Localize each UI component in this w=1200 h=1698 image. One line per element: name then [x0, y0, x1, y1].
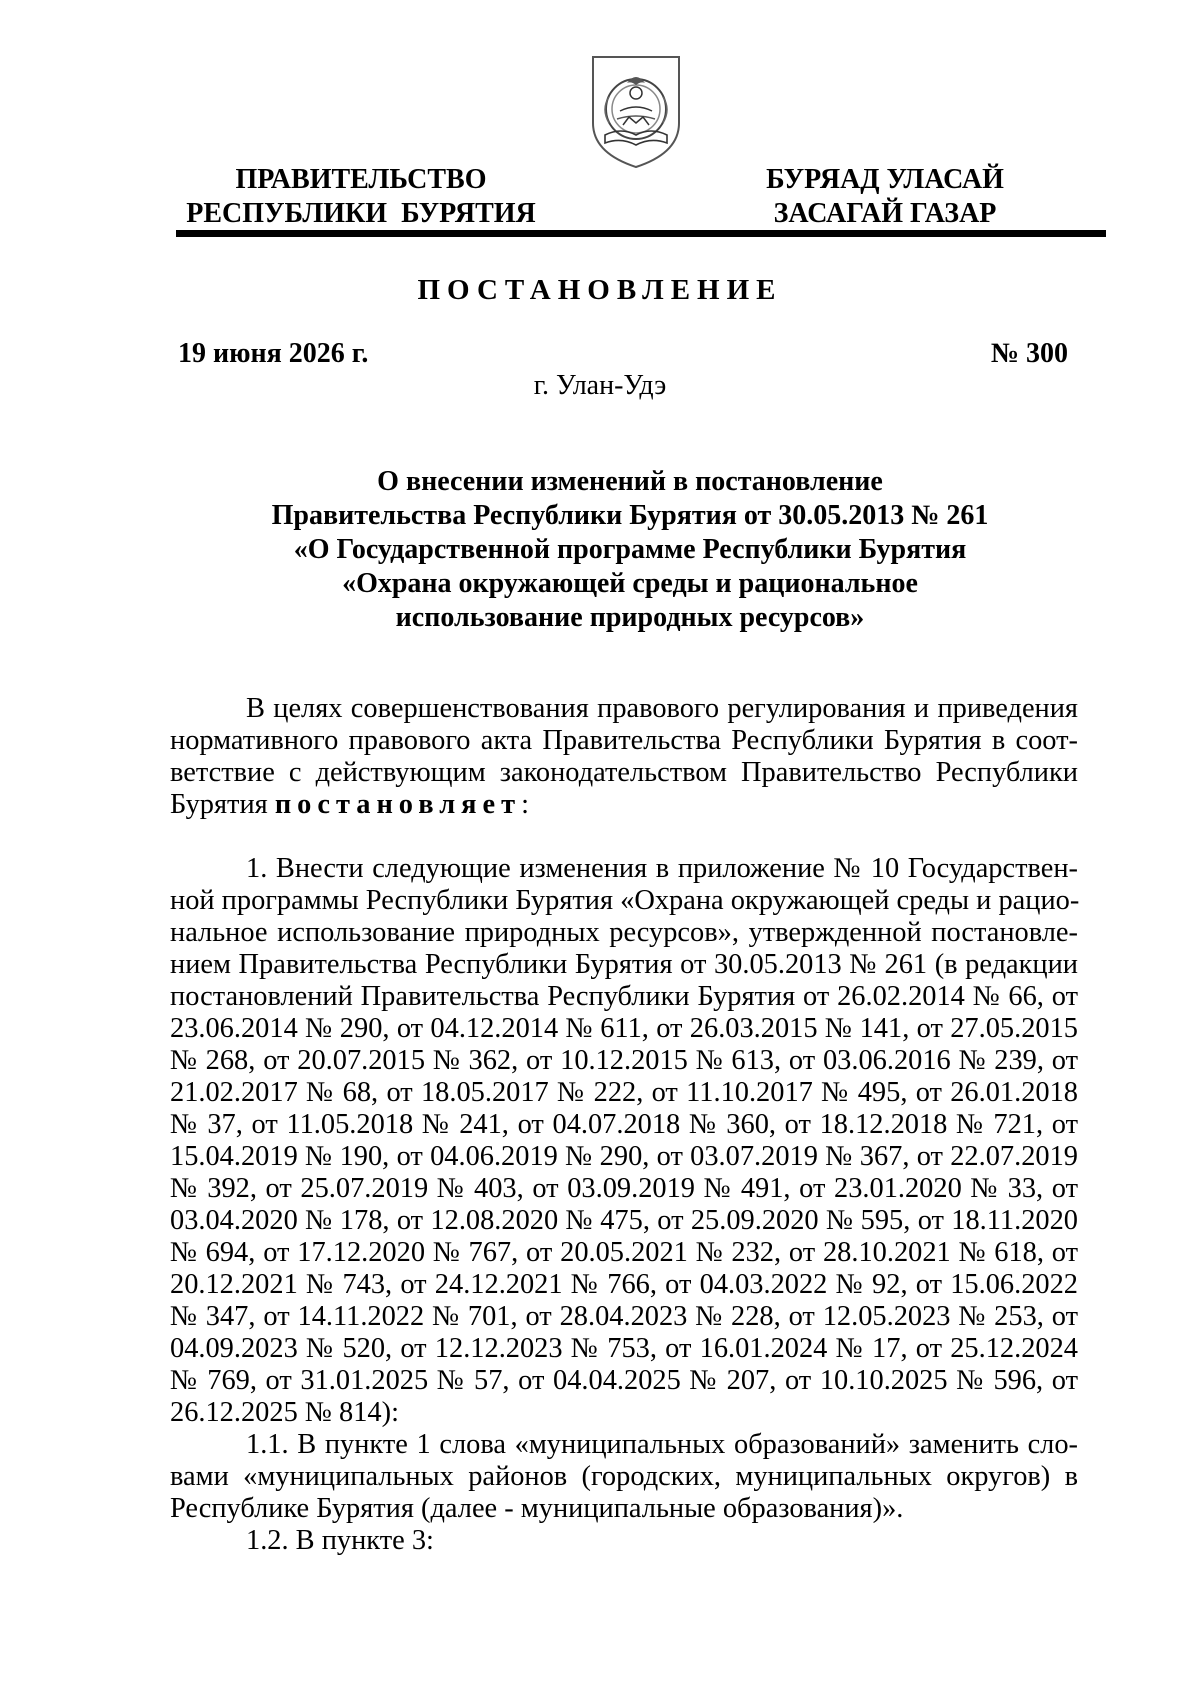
document-date: 19 июня 2026 г.	[178, 338, 369, 369]
preamble-paragraph	[170, 693, 1078, 821]
body-line: 21.02.2017 № 68, от 18.05.2017 № 222, от 11.10.2017 № 495, от 26.01.2018	[170, 1077, 1078, 1108]
body-line: 1.1. В пункте 1 слова «муниципальных образований» заменить сло-	[246, 1429, 1078, 1460]
document-body	[170, 693, 1078, 1557]
subject-line: использование природных ресурсов»	[395, 602, 865, 633]
body-line: 1.2. В пункте 3:	[246, 1525, 434, 1556]
preamble-suffix: :	[521, 789, 529, 820]
government-name-buryat	[752, 163, 1018, 231]
body-line: № 37, от 11.05.2018 № 241, от 04.07.2018 № 360, от 18.12.2018 № 721, от	[170, 1109, 1078, 1140]
body-line: ветствие с действующим законодательством Правительство Республики	[170, 757, 1078, 788]
body-line: В целях совершенствования правового регулирования и приведения	[246, 693, 1078, 724]
clause-1-1	[170, 1429, 1078, 1525]
body-line: № 268, от 20.07.2015 № 362, от 10.12.2015 № 613, от 03.06.2016 № 239, от	[170, 1045, 1078, 1076]
subject-line: О внесении изменений в постановление	[377, 466, 883, 497]
body-line: № 347, от 14.11.2022 № 701, от 28.04.2023 № 228, от 12.05.2023 № 253, от	[170, 1301, 1078, 1332]
document-city: г. Улан-Удэ	[533, 370, 667, 401]
paragraph-gap	[170, 821, 1078, 853]
body-line: № 694, от 17.12.2020 № 767, от 20.05.2021 № 232, от 28.10.2021 № 618, от	[170, 1237, 1078, 1268]
document-subject	[180, 465, 1080, 635]
body-line: 1. Внести следующие изменения в приложение № 10 Государствен-	[246, 853, 1078, 884]
subject-line: «Охрана окружающей среды и рациональное	[342, 568, 918, 599]
body-line: постановлений Правительства Республики Бурятия от 26.02.2014 № 66, от	[170, 981, 1078, 1012]
government-name-bua-line1: БУРЯАД УЛАСАЙ	[766, 164, 1004, 195]
body-line: 04.09.2023 № 520, от 12.12.2023 № 753, от 16.01.2024 № 17, от 25.12.2024	[170, 1333, 1078, 1364]
body-line: нием Правительства Республики Бурятия от 30.05.2013 № 261 (в редакции	[170, 949, 1078, 980]
body-line: № 392, от 25.07.2019 № 403, от 03.09.2019 № 491, от 23.01.2020 № 33, от	[170, 1173, 1078, 1204]
header-divider	[176, 230, 1106, 237]
body-line: 23.06.2014 № 290, от 04.12.2014 № 611, от 26.03.2015 № 141, от 27.05.2015	[170, 1013, 1078, 1044]
body-line: № 769, от 31.01.2025 № 57, от 04.04.2025 № 207, от 10.10.2025 № 596, от	[170, 1365, 1078, 1396]
government-name-ru-line1: ПРАВИТЕЛЬСТВО	[235, 164, 487, 195]
clause-1-2	[170, 1525, 1078, 1557]
body-line: нормативного правового акта Правительства Республики Бурятия в соот-	[170, 725, 1078, 756]
resolves-word: постановляет	[274, 789, 522, 820]
body-line: нальное использование природных ресурсов», утвержденной постановле-	[170, 917, 1078, 948]
body-line: Республике Бурятия (далее - муниципальные образования)».	[170, 1493, 904, 1524]
preamble-prefix: Бурятия	[170, 789, 275, 820]
clause-1	[170, 853, 1078, 1429]
body-line: 15.04.2019 № 190, от 04.06.2019 № 290, от 03.07.2019 № 367, от 22.07.2019	[170, 1141, 1078, 1172]
body-line: ной программы Республики Бурятия «Охрана окружающей среды и рацио-	[170, 885, 1080, 916]
government-name-bua-line2: ЗАСАГАЙ ГАЗАР	[773, 198, 997, 229]
government-name-ru-line2: РЕСПУБЛИКИ БУРЯТИЯ	[186, 198, 536, 229]
body-line: 03.04.2020 № 178, от 12.08.2020 № 475, от 25.09.2020 № 595, от 18.11.2020	[170, 1205, 1078, 1236]
body-line: вами «муниципальных районов (городских, муниципальных округов) в	[170, 1461, 1078, 1492]
document-type-title: ПОСТАНОВЛЕНИЕ	[417, 274, 783, 306]
coat-of-arms-icon	[587, 53, 685, 171]
body-line: 20.12.2021 № 743, от 24.12.2021 № 766, от 04.03.2022 № 92, от 15.06.2022	[170, 1269, 1078, 1300]
subject-line: Правительства Республики Бурятия от 30.05.2013 № 261	[271, 500, 989, 531]
government-name-russian	[176, 163, 546, 231]
body-line: 26.12.2025 № 814):	[170, 1397, 399, 1428]
document-number: № 300	[990, 338, 1068, 369]
body-line-resolution	[170, 789, 1078, 821]
subject-line: «О Государственной программе Республики Бурятия	[293, 534, 967, 565]
